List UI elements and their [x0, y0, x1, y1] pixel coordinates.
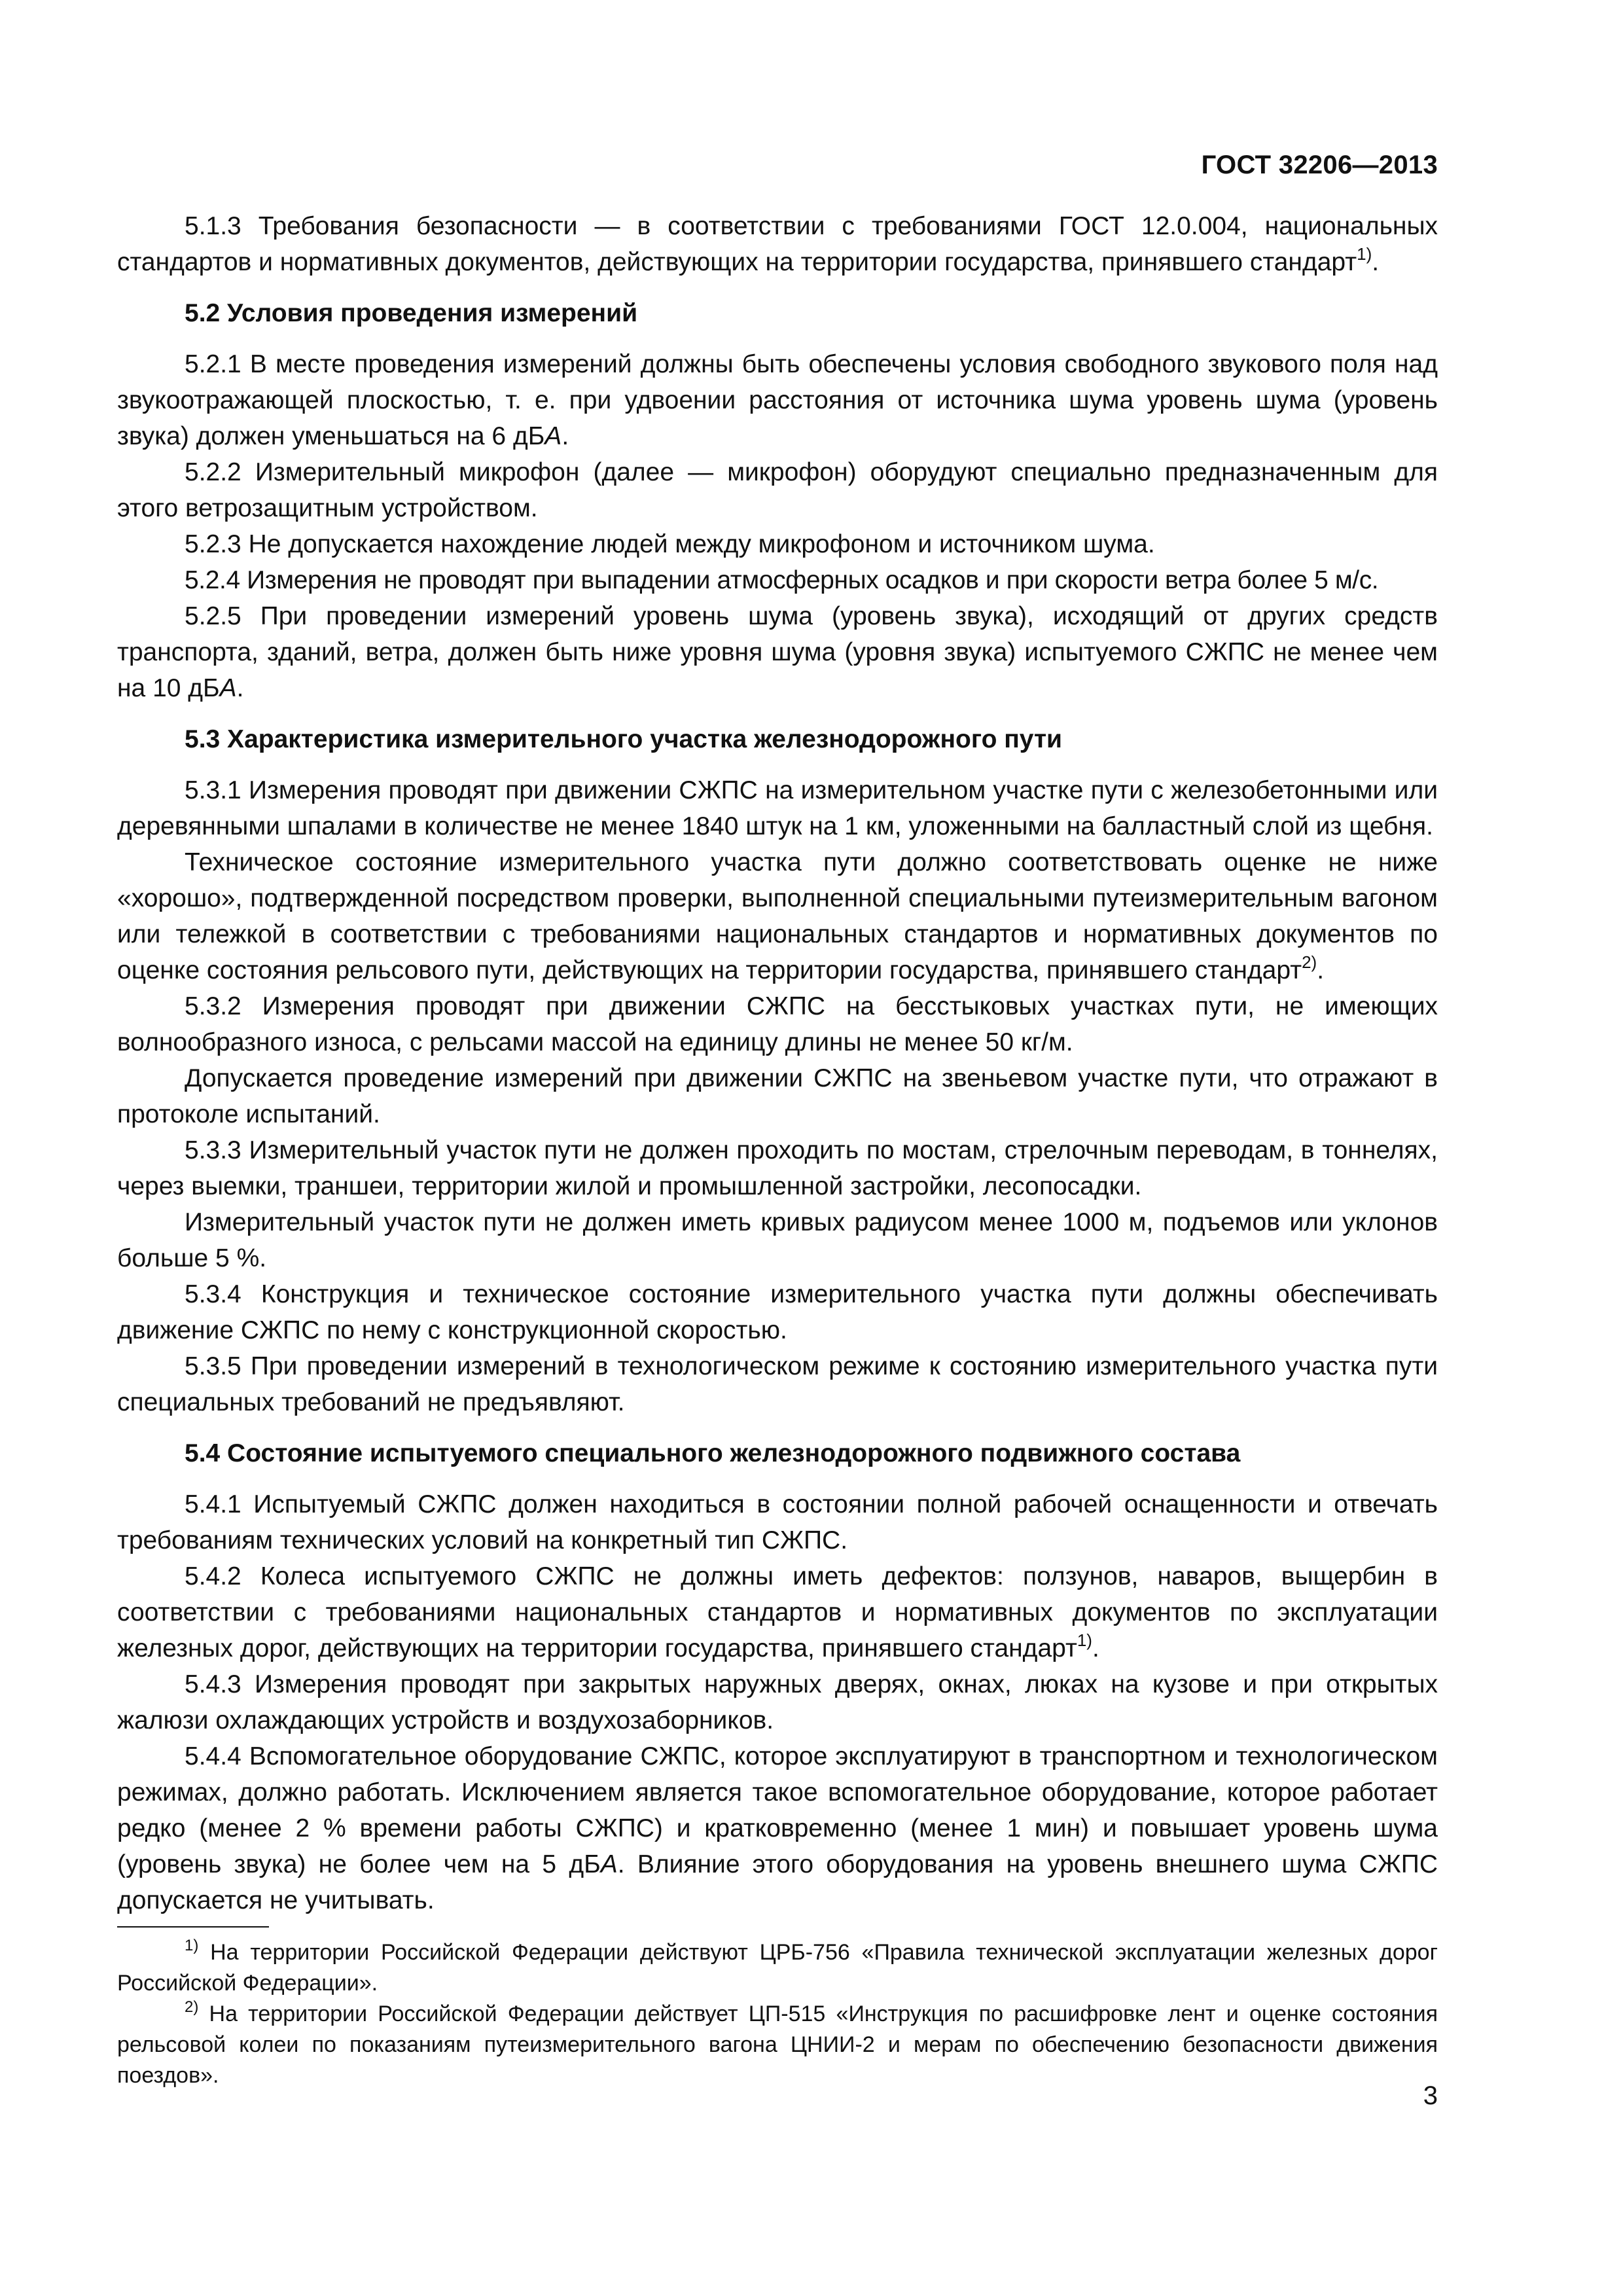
paragraph-5-1-3: 5.1.3 Требования безопасности — в соответствии с требованиями ГОСТ 12.0.004, национальных стандартов и нормативных документов, действующих на территории государства, принявшего стандарт$^{1)}$. — [117, 212, 1438, 276]
paragraph-5-3-1-cont: Техническое состояние измерительного участка пути должно соответствовать оценке не ниже «хорошо», подтвержденной посредством проверки, выполненной специальными путеизмерительным вагоном или тележкой в соответствии с требованиями национальных стандартов и нормативных документов по оценке состояния рельсового пути, действующих на территории государства, принявшего стандарт$^{2)}$. — [117, 848, 1438, 984]
footnote-marker: 1) — [185, 1937, 199, 1954]
document-body — [117, 208, 1438, 1918]
paragraph-5-3-4: 5.3.4 Конструкция и техническое состояние измерительного участка пути должны обеспечивать движение СЖПС по нему с конструкционной скоростью. — [117, 1280, 1438, 1344]
footnote-ref: 2) — [1302, 952, 1317, 972]
paragraph-5-3-3: 5.3.3 Измерительный участок пути не должен проходить по мостам, стрелочным переводам, в тоннелях, через выемки, траншеи, территории жилой и промышленной застройки, лесопосадки. — [117, 1136, 1438, 1200]
page-number: 3 — [1423, 2081, 1438, 2110]
paragraph-5-2-4: 5.2.4 Измерения не проводят при выпадении атмосферных осадков и при скорости ветра более 5 м/с. — [185, 566, 1379, 594]
footnote-marker: 2) — [185, 1998, 199, 2016]
paragraph-5-4-2: 5.4.2 Колеса испытуемого СЖПС не должны иметь дефектов: ползунов, наваров, выщербин в соответствии с требованиями национальных стандартов и нормативных документов по эксплуатации железных дорог, действующих на территории государства, принявшего стандарт$^{1)}$. — [117, 1562, 1438, 1662]
paragraph-5-2-5: 5.2.5 При проведении измерений уровень шума (уровень звука), исходящий от других средств транспорта, зданий, ветра, должен быть ниже уровня шума (уровня звука) испытуемого СЖПС не менее чем на 10 дБА. — [117, 602, 1438, 702]
paragraph-5-2-3: 5.2.3 Не допускается нахождение людей между микрофоном и источником шума. — [185, 530, 1155, 558]
section-heading-5-2: 5.2 Условия проведения измерений — [185, 299, 638, 327]
paragraph-5-3-2-cont: Допускается проведение измерений при движении СЖПС на звеньевом участке пути, что отражают в протоколе испытаний. — [117, 1064, 1438, 1128]
footnote-1: $^{1)}$ На территории Российской Федерации действуют ЦРБ-756 «Правила технической эксплуатации железных дорог Российской Федерации». — [117, 1937, 1438, 1996]
paragraph-5-3-1: 5.3.1 Измерения проводят при движении СЖПС на измерительном участке пути с железобетонными или деревянными шпалами в количестве не менее 1840 штук на 1 км, уложенными на балластный слой из щебня. — [117, 776, 1438, 840]
section-heading-5-3: 5.3 Характеристика измерительного участка железнодорожного пути — [185, 725, 1063, 753]
paragraph-5-3-5: 5.3.5 При проведении измерений в технологическом режиме к состоянию измерительного участка пути специальных требований не предъявляют. — [117, 1352, 1438, 1416]
paragraph-5-4-4: 5.4.4 Вспомогательное оборудование СЖПС, которое эксплуатируют в транспортном и технологическом режимах, должно работать. Исключением является такое вспомогательное оборудование, которое работает редко (менее 2 % времени работы СЖПС) и кратковременно (менее 1 мин) и повышает уровень шума (уровень звука) не более чем на 5 дБА. Влияние этого оборудования на уровень внешнего шума СЖПС допускается не учитывать. — [117, 1742, 1438, 1914]
paragraph-5-2-2: 5.2.2 Измерительный микрофон (далее — микрофон) оборудуют специально предназначенным для этого ветрозащитным устройством. — [117, 458, 1438, 522]
section-heading-5-4: 5.4 Состояние испытуемого специального железнодорожного подвижного состава — [185, 1439, 1241, 1467]
standard-header: ГОСТ 32206—2013 — [1201, 151, 1438, 179]
paragraph-5-4-3: 5.4.3 Измерения проводят при закрытых наружных дверях, окнах, люках на кузове и при открытых жалюзи охлаждающих устройств и воздухозаборников. — [117, 1670, 1438, 1734]
paragraph-5-3-2: 5.3.2 Измерения проводят при движении СЖПС на бесстыковых участках пути, не имеющих волнообразного износа, с рельсами массой на единицу длины не менее 50 кг/м. — [117, 992, 1438, 1056]
footnotes — [117, 1937, 1438, 2091]
paragraph-5-3-3-cont: Измерительный участок пути не должен иметь кривых радиусом менее 1000 м, подъемов или уклонов больше 5 %. — [117, 1208, 1438, 1272]
footnote-ref: 1) — [1357, 244, 1372, 264]
paragraph-5-2-1: 5.2.1 В месте проведения измерений должны быть обеспечены условия свободного звукового поля над звукоотражающей плоскостью, т. е. при удвоении расстояния от источника шума уровень шума (уровень звука) должен уменьшаться на 6 дБА. — [117, 350, 1438, 450]
footnote-ref: 1) — [1077, 1630, 1092, 1650]
paragraph-5-4-1: 5.4.1 Испытуемый СЖПС должен находиться в состоянии полной рабочей оснащенности и отвечать требованиям технических условий на конкретный тип СЖПС. — [117, 1490, 1438, 1554]
footnote-2: $^{2)}$ На территории Российской Федерации действует ЦП-515 «Инструкция по расшифровке лент и оценке состояния рельсовой колеи по показаниям путеизмерительного вагона ЦНИИ-2 и мерам по обеспечению безопасности движения поездов». — [117, 1998, 1438, 2088]
footnote-separator — [117, 1926, 269, 1928]
